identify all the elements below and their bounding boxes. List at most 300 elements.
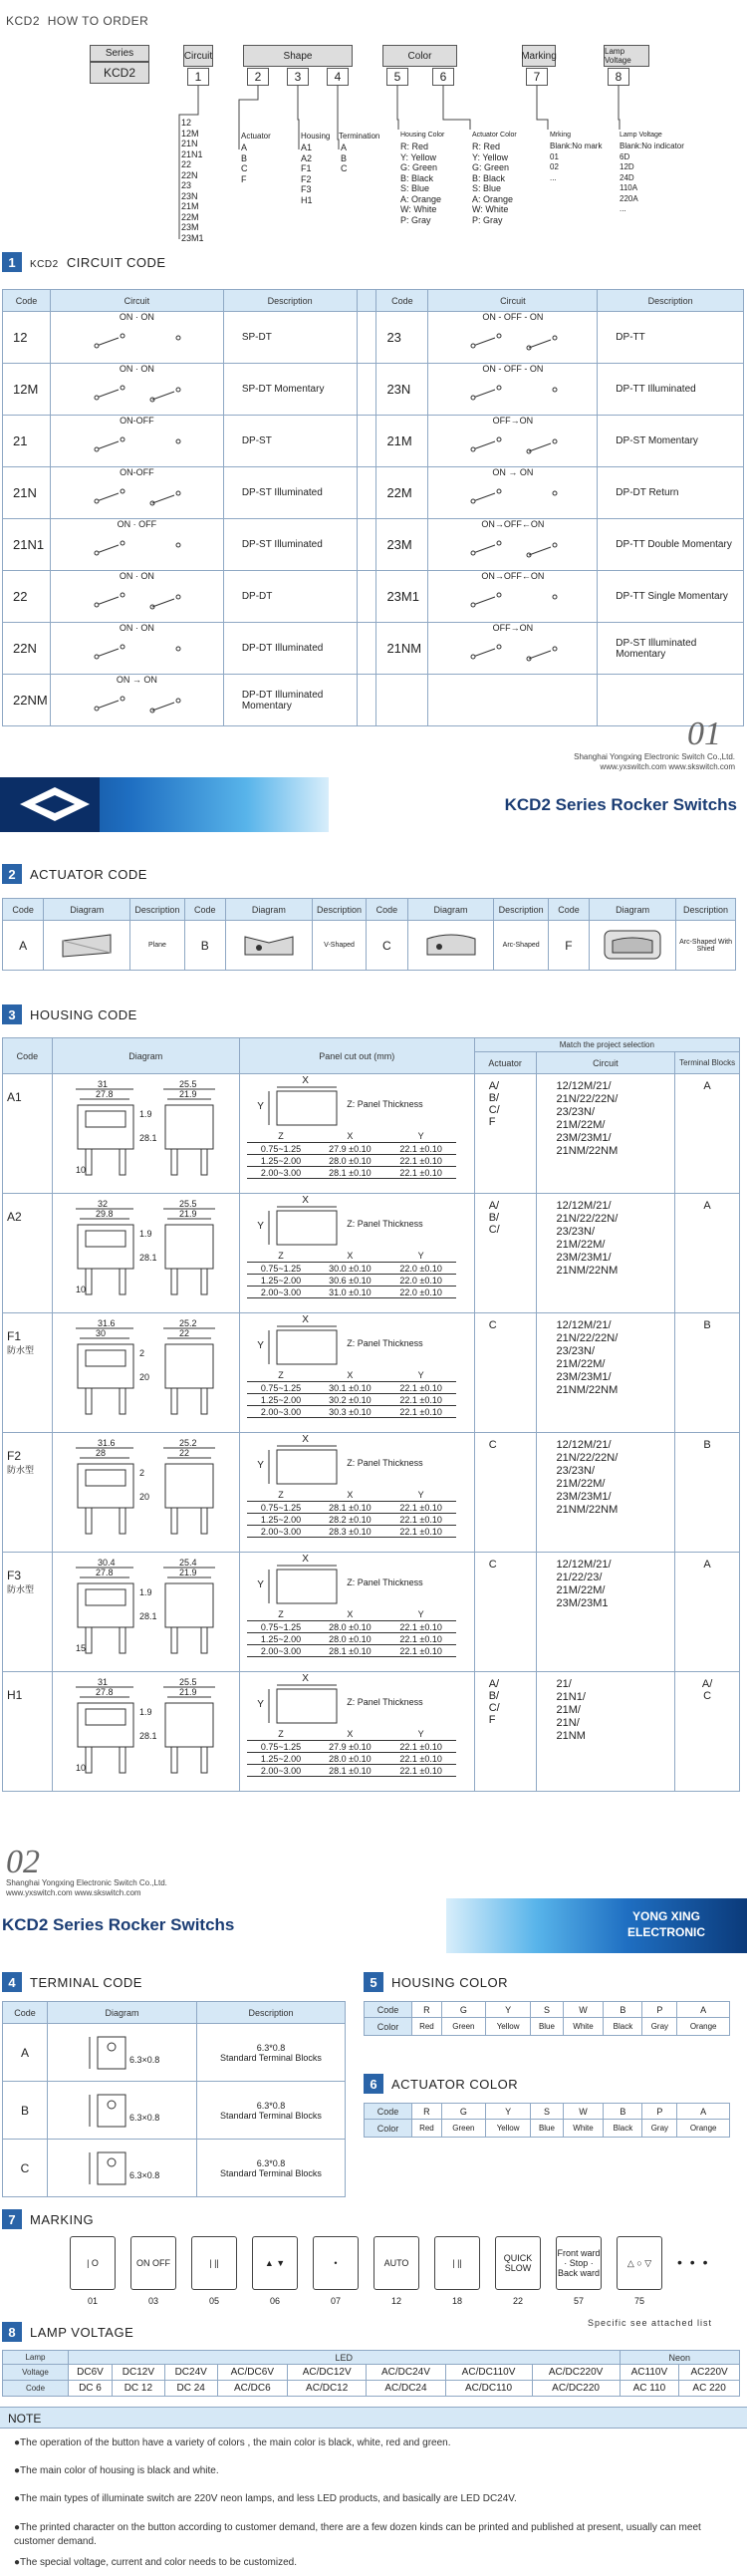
circuit-label: Circuit — [183, 45, 213, 67]
marking-code: 06 — [269, 2296, 280, 2306]
section-number: 3 — [2, 1004, 22, 1024]
cutout-row: 1.25~2.00 30.6 ±0.10 22.0 ±0.10 — [247, 1275, 456, 1287]
lamp-voltage: AC220V — [679, 2365, 740, 2381]
table-row — [3, 2140, 346, 2197]
brand-block — [627, 1908, 705, 1940]
circuit-code: 12M — [3, 364, 51, 416]
terminal-table: Code Diagram Description A 6.3×0.8 6.3*0.8 Standard Terminal Blocks B 6.3×0.8 6.3*0.8 Standard Terminal Blocks C 6.3×0.8 6.3*0.8 Standard Terminal Blocks — [2, 2001, 346, 2197]
color-name: Yellow — [485, 2120, 530, 2138]
dimension-label: 25.5 — [179, 1078, 197, 1089]
company-name: Shanghai Yongxing Electronic Switch Co.,Ltd. — [574, 752, 735, 761]
marking-symbol: Front ward · Stop · Back ward — [556, 2236, 602, 2290]
dimension-label: 27.8 — [96, 1686, 114, 1697]
table-row — [3, 1313, 740, 1433]
cutout-y-label: Y — [257, 1459, 264, 1471]
match-actuator: C — [474, 1433, 536, 1553]
section-number: 2 — [2, 864, 22, 884]
actuator-options: A B C F — [241, 143, 248, 184]
cutout-row: 0.75~1.25 28.1 ±0.10 22.1 ±0.10 — [247, 1502, 456, 1514]
cutout-x-label: X — [302, 1553, 309, 1565]
circuit-code: 22N — [3, 623, 51, 675]
dimension-label: 25.5 — [179, 1198, 197, 1209]
dimension-label: 30 — [96, 1327, 107, 1338]
circuit-code — [376, 675, 428, 726]
panel-thickness-label: Z: Panel Thickness — [347, 1457, 423, 1468]
marking-header — [2, 2208, 94, 2230]
circuit-description: DP-ST Illuminated — [223, 467, 357, 519]
color-code: S — [531, 2002, 563, 2018]
brand-logo-icon — [0, 777, 100, 832]
dimension-label: 20 — [139, 1371, 150, 1382]
circuit-table — [2, 289, 744, 726]
order-heading — [6, 14, 148, 28]
circuit-diagram-icon — [67, 322, 206, 360]
housing-code — [3, 1672, 53, 1792]
cutout-row: 1.25~2.00 28.0 ±0.10 22.1 ±0.10 — [247, 1633, 456, 1645]
lamp-code: AC 220 — [679, 2381, 740, 2397]
circuit-description: DP-DT — [223, 571, 357, 623]
housing-diagram — [52, 1194, 239, 1313]
circuit-state-label: ON · ON — [119, 312, 154, 322]
circuit-code: 22M — [376, 467, 428, 519]
housing-code-value: F2 — [7, 1449, 22, 1463]
circuit-description: DP-TT Double Momentary — [598, 519, 744, 571]
dimension-label: 28 — [96, 1447, 107, 1458]
match-circuit: 21/ 21N1/ 21M/ 21N/ 21NM — [536, 1672, 675, 1792]
housing-code — [3, 1313, 53, 1433]
order-num-1: 1 — [187, 68, 209, 86]
dimension-label: 27.8 — [96, 1567, 114, 1577]
cutout-row: 1.25~2.00 28.0 ±0.10 22.1 ±0.10 — [247, 1155, 456, 1167]
circuit-state-label: OFF→ON — [492, 623, 534, 633]
lamp-code: AC 110 — [620, 2381, 679, 2397]
marking-code: 75 — [633, 2296, 644, 2306]
section-number: 8 — [2, 2322, 22, 2342]
dimension-label: 15 — [76, 1642, 87, 1653]
order-title-code: KCD2 — [6, 14, 41, 28]
dimension-label: 21.9 — [179, 1686, 197, 1697]
cutout-row: 2.00~3.00 28.1 ±0.10 22.1 ±0.10 — [247, 1645, 456, 1657]
circuit-description: DP-TT Single Momentary — [598, 571, 744, 623]
lamp-label: Lamp Voltage — [604, 45, 649, 67]
terminal-code: C — [3, 2140, 48, 2197]
lamp-voltage: AC110V — [620, 2365, 679, 2381]
color-name: Black — [604, 2120, 642, 2138]
housing-color-header — [364, 1971, 508, 1993]
color-code: A — [677, 2104, 730, 2120]
cutout-row: 2.00~3.00 28.1 ±0.10 22.1 ±0.10 — [247, 1765, 456, 1777]
terminal-code: A — [3, 2024, 48, 2082]
color-name-row: Color Red Green Yellow Blue White Black Gray Orange — [365, 2120, 730, 2138]
circuit-code: 21M — [376, 416, 428, 467]
dimension-label: 2 — [139, 1347, 145, 1358]
circuit-code: 12 — [3, 312, 51, 364]
housing-drawing-icon — [56, 1556, 235, 1667]
dimension-label: 1.9 — [139, 1108, 152, 1119]
housing-code-header — [2, 1003, 137, 1025]
terminal-icon — [58, 2087, 187, 2133]
lamp-voltage: AC/DC110V — [445, 2365, 532, 2381]
actuator-diagram-v — [225, 921, 312, 971]
cutout-table: Z X Y 0.75~1.25 27.9 ±0.10 22.1 ±0.10 1.25~2.00 28.0 ±0.10 22.1 ±0.10 2.00~3.00 28.1 ±0.10 22.1 ±0.10 — [247, 1131, 456, 1180]
match-terminal: A — [675, 1194, 740, 1313]
actuator-diagram-shied — [590, 921, 676, 971]
housing-drawing-icon — [56, 1316, 235, 1428]
color-code: S — [531, 2104, 563, 2120]
match-actuator: C — [474, 1553, 536, 1672]
circuit-diagram — [50, 675, 223, 726]
circuit-diagram-icon — [67, 685, 206, 722]
dimension-label: 27.8 — [96, 1088, 114, 1099]
housing-diagram — [52, 1553, 239, 1672]
color-name: Red — [412, 2120, 442, 2138]
marking-code: 03 — [147, 2296, 158, 2306]
table-row — [3, 1074, 740, 1194]
housing-code-value: A2 — [7, 1210, 22, 1224]
housing-options-heading: Housing — [301, 132, 331, 141]
circuit-description: SP-DT Momentary — [223, 364, 357, 416]
cutout-table: Z X Y 0.75~1.25 30.0 ±0.10 22.0 ±0.10 1.25~2.00 30.6 ±0.10 22.0 ±0.10 2.00~3.00 31.0 ±0.10 22.0 ±0.10 — [247, 1251, 456, 1299]
terminal-code-header — [2, 1971, 142, 1993]
note-line: ●The main color of housing is black and white. — [14, 2465, 219, 2476]
cutout-x-label: X — [302, 1194, 309, 1206]
circuit-description: DP-TT — [598, 312, 744, 364]
color-code: P — [642, 2002, 677, 2018]
circuit-diagram-icon — [67, 581, 206, 619]
match-circuit: 12/12M/21/ 21N/22/22N/ 23/23N/ 21M/22M/ 23M/23M1/ 21NM/22NM — [536, 1313, 675, 1433]
note-line: ●The main types of illuminate switch are 220V neon lamps, and less LED products, and basically are LED DC24V. — [14, 2493, 517, 2504]
col-description: Description — [223, 290, 357, 312]
match-terminal: A — [675, 1553, 740, 1672]
dimension-label: 25.2 — [179, 1437, 197, 1448]
circuit-description: DP-ST Illuminated — [223, 519, 357, 571]
cutout-row: 0.75~1.25 28.0 ±0.10 22.1 ±0.10 — [247, 1621, 456, 1633]
circuit-state-label: ON→OFF←ON — [481, 571, 545, 581]
cutout-y-label: Y — [257, 1100, 264, 1112]
circuit-diagram-icon — [67, 374, 206, 412]
brand-sub: ELECTRONIC — [627, 1925, 705, 1939]
dimension-label: 20 — [139, 1491, 150, 1502]
housing-code-sub: 防水型 — [7, 1345, 35, 1355]
circuit-description: SP-DT — [223, 312, 357, 364]
table-row — [3, 364, 744, 416]
color-name: White — [563, 2120, 604, 2138]
cutout-row: 2.00~3.00 28.3 ±0.10 22.1 ±0.10 — [247, 1526, 456, 1538]
table-row — [3, 1194, 740, 1313]
match-actuator: A/ B/ C/ — [474, 1194, 536, 1313]
color-name: Gray — [642, 2018, 677, 2036]
color-code: R — [412, 2002, 442, 2018]
actuator-diagram-arc — [407, 921, 494, 971]
circuit-diagram — [50, 623, 223, 675]
color-name-row: Color Red Green Yellow Blue White Black Gray Orange — [365, 2018, 730, 2036]
color-name: Blue — [531, 2120, 563, 2138]
actuator-color-table — [364, 2103, 730, 2138]
termination-options: A B C — [341, 143, 348, 173]
section-number: 7 — [2, 2209, 22, 2229]
dimension-label: 28.1 — [139, 1610, 157, 1621]
match-circuit: 12/12M/21/ 21N/22/22N/ 23/23N/ 21M/22M/ 23M/23M1/ 21NM/22NM — [536, 1074, 675, 1194]
panel-cutout — [239, 1074, 474, 1194]
dimension-label: 2 — [139, 1467, 145, 1478]
table-row — [3, 571, 744, 623]
color-name: Gray — [642, 2120, 677, 2138]
circuit-diagram — [428, 364, 598, 416]
circuit-diagram-icon — [443, 581, 583, 619]
col-code: Code — [376, 290, 428, 312]
color-code: B — [604, 2002, 642, 2018]
dimension-label: 1.9 — [139, 1586, 152, 1597]
table-row — [3, 2024, 346, 2082]
housing-code-sub: 防水型 — [7, 1465, 35, 1475]
note-bar — [0, 2407, 747, 2429]
dimension-label: 28.1 — [139, 1252, 157, 1263]
lamp-code: DC 24 — [164, 2381, 217, 2397]
cutout-row: 0.75~1.25 27.9 ±0.10 22.1 ±0.10 — [247, 1143, 456, 1155]
circuit-state-label: ON-OFF — [120, 467, 154, 477]
housing-code-value: F1 — [7, 1329, 22, 1343]
color-code: R — [412, 2104, 442, 2120]
note-title: NOTE — [8, 2412, 42, 2426]
circuit-diagram-icon — [443, 426, 583, 463]
circuit-diagram-icon — [443, 374, 583, 412]
actuator-diagram-plane — [44, 921, 130, 971]
banner-logo-block — [0, 777, 100, 832]
housing-drawing-icon — [56, 1197, 235, 1308]
match-circuit: 12/12M/21/ 21/22/23/ 21M/22M/ 23M/23M1 — [536, 1553, 675, 1672]
series-value: KCD2 — [90, 62, 149, 84]
cutout-row: 0.75~1.25 27.9 ±0.10 22.1 ±0.10 — [247, 1741, 456, 1753]
section-number: 5 — [364, 1972, 383, 1992]
circuit-diagram-icon — [67, 426, 206, 463]
marking-code: 01 — [87, 2296, 98, 2306]
order-diagram — [0, 40, 747, 243]
circuit-code: 23M1 — [376, 571, 428, 623]
lamp-code-row: Code DC 6 DC 12 DC 24 AC/DC6 AC/DC12 AC/DC24 AC/DC110 AC/DC220 AC 110 AC 220 — [3, 2381, 740, 2397]
circuit-diagram — [428, 416, 598, 467]
housing-color-table — [364, 2001, 730, 2036]
cutout-table: Z X Y 0.75~1.25 27.9 ±0.10 22.1 ±0.10 1.25~2.00 28.0 ±0.10 22.1 ±0.10 2.00~3.00 28.1 ±0.10 22.1 ±0.10 — [247, 1729, 456, 1778]
circuit-state-label: ON - OFF - ON — [482, 364, 544, 374]
section-title: KCD2 CIRCUIT CODE — [30, 254, 166, 270]
cutout-x-label: X — [302, 1313, 309, 1325]
dimension-label: 10 — [76, 1284, 87, 1294]
order-num-6: 6 — [432, 68, 454, 86]
circuit-description: DP-DT Illuminated Momentary — [223, 675, 357, 726]
housing-drawing-icon — [56, 1675, 235, 1787]
col-circuit: Circuit — [428, 290, 598, 312]
marking-symbol: | || — [434, 2236, 480, 2290]
housing-diagram — [52, 1672, 239, 1792]
terminal-diagram — [48, 2024, 197, 2082]
dimension-label: 21.9 — [179, 1567, 197, 1577]
lamp-code: DC 6 — [69, 2381, 113, 2397]
lamp-code: AC/DC220 — [532, 2381, 620, 2397]
match-terminal: A/ C — [675, 1672, 740, 1792]
cutout-x-label: X — [302, 1433, 309, 1445]
dimension-label: 31 — [98, 1078, 109, 1089]
actuator-table: Code Diagram Description Code Diagram Description Code Diagram Description Code Diagram Description A Plane B V-Shaped C Arc-Shaped F Arc-Shaped With Shied — [2, 898, 736, 971]
marking-symbol: AUTO — [374, 2236, 419, 2290]
terminal-dim-label: 6.3×0.8 — [128, 2169, 159, 2180]
housing-drawing-icon — [56, 1077, 235, 1189]
color-code: G — [441, 2104, 485, 2120]
section-number: 4 — [2, 1972, 22, 1992]
table-row — [3, 2082, 346, 2140]
table-row — [3, 312, 744, 364]
color-code: W — [563, 2002, 604, 2018]
housing-diagram — [52, 1074, 239, 1194]
circuit-diagram — [428, 623, 598, 675]
col-circuit: Circuit — [50, 290, 223, 312]
color-name: Blue — [531, 2018, 563, 2036]
circuit-diagram — [428, 519, 598, 571]
cutout-row: 0.75~1.25 30.0 ±0.10 22.0 ±0.10 — [247, 1263, 456, 1275]
lamp-table — [2, 2350, 740, 2397]
lamp-code: DC 12 — [112, 2381, 164, 2397]
housing-code — [3, 1194, 53, 1313]
order-num-5: 5 — [386, 68, 408, 86]
circuit-description: DP-ST — [223, 416, 357, 467]
section-title: ACTUATOR COLOR — [391, 2076, 519, 2092]
circuit-diagram — [50, 312, 223, 364]
order-num-8: 8 — [608, 68, 629, 86]
housing-code — [3, 1074, 53, 1194]
lamp-code: AC/DC110 — [445, 2381, 532, 2397]
circuit-state-label: ON · OFF — [117, 519, 157, 529]
cutout-y-label: Y — [257, 1339, 264, 1351]
marking-row — [70, 2236, 747, 2316]
section-title: HOUSING CODE — [30, 1006, 137, 1022]
col-code: Code — [3, 290, 51, 312]
color-code: A — [677, 2002, 730, 2018]
circuit-state-label: ON · ON — [119, 571, 154, 581]
lamp-head-row: Lamp LED Neon — [3, 2351, 740, 2365]
circuit-state-label: ON · ON — [119, 623, 154, 633]
lamp-voltage: AC/DC24V — [367, 2365, 445, 2381]
color-code-row: Code R G Y S W B P A — [365, 2002, 730, 2018]
actuator-code: B — [184, 921, 225, 971]
circuit-description: DP-TT Illuminated — [598, 364, 744, 416]
actuator-options-heading: Actuator — [241, 132, 271, 141]
section-title: HOUSING COLOR — [391, 1974, 509, 1990]
color-code: B — [604, 2104, 642, 2120]
lamp-voltage: AC/DC6V — [217, 2365, 287, 2381]
table-row — [3, 623, 744, 675]
marking-symbol: | || — [191, 2236, 237, 2290]
color-name: Black — [604, 2018, 642, 2036]
dimension-label: 31.6 — [98, 1437, 116, 1448]
terminal-code: B — [3, 2082, 48, 2140]
housing-code-sub: 防水型 — [7, 1584, 35, 1594]
marking-code: 12 — [390, 2296, 401, 2306]
section-number: 1 — [2, 252, 22, 272]
match-terminal: B — [675, 1313, 740, 1433]
circuit-diagram — [50, 467, 223, 519]
section-title: MARKING — [30, 2211, 95, 2227]
terminal-icon — [58, 2145, 187, 2190]
panel-cutout — [239, 1553, 474, 1672]
lamp-voltage: DC24V — [164, 2365, 217, 2381]
terminal-diagram — [48, 2140, 197, 2197]
marking-symbol: ▲ ▼ — [252, 2236, 298, 2290]
marking-symbol: • — [313, 2236, 359, 2290]
housing-diagram — [52, 1433, 239, 1553]
housing-color-options: R: Red Y: Yellow G: Green B: Black S: Blue A: Orange W: White P: Gray — [400, 142, 442, 225]
banner-title: KCD2 Series Rocker Switchs — [504, 795, 737, 814]
marking-symbol: | O — [70, 2236, 116, 2290]
circuit-code: 22NM — [3, 675, 51, 726]
panel-thickness-label: Z: Panel Thickness — [347, 1337, 423, 1348]
cutout-table: Z X Y 0.75~1.25 28.1 ±0.10 22.1 ±0.10 1.25~2.00 28.2 ±0.10 22.1 ±0.10 2.00~3.00 28.3 ±0.10 22.1 ±0.10 — [247, 1490, 456, 1539]
dimension-label: 1.9 — [139, 1228, 152, 1239]
dimension-label: 21.9 — [179, 1088, 197, 1099]
circuit-state-label: ON → ON — [116, 675, 157, 685]
lamp-code: AC/DC6 — [217, 2381, 287, 2397]
marking-note: Specific see attached list — [588, 2318, 713, 2328]
marking-more: • • • — [677, 2254, 710, 2270]
order-num-2: 2 — [247, 68, 269, 86]
circuit-code: 23N — [376, 364, 428, 416]
actuator-code-header — [2, 863, 147, 885]
terminal-dim-label: 6.3×0.8 — [128, 2112, 159, 2123]
lamp-voltage: AC/DC12V — [288, 2365, 367, 2381]
marking-code: 18 — [451, 2296, 462, 2306]
dimension-label: 25.5 — [179, 1676, 197, 1687]
dimension-label: 25.4 — [179, 1557, 197, 1568]
marking-code: 57 — [573, 2296, 584, 2306]
actuator-code: F — [548, 921, 589, 971]
terminal-description: 6.3*0.8 Standard Terminal Blocks — [197, 2082, 346, 2140]
dimension-label: 31 — [98, 1676, 109, 1687]
circuit-diagram — [428, 467, 598, 519]
circuit-code-header — [2, 251, 166, 273]
circuit-state-label: ON - OFF - ON — [482, 312, 544, 322]
table-row — [3, 519, 744, 571]
color-code: G — [441, 2002, 485, 2018]
match-actuator: C — [474, 1313, 536, 1433]
lamp-code: AC/DC24 — [367, 2381, 445, 2397]
marking-symbol: QUICK SLOW — [495, 2236, 541, 2290]
match-circuit: 12/12M/21/ 21N/22/22N/ 23/23N/ 21M/22M/ 23M/23M1/ 21NM/22NM — [536, 1194, 675, 1313]
panel-thickness-label: Z: Panel Thickness — [347, 1098, 423, 1109]
color-name: White — [563, 2018, 604, 2036]
lamp-voltage: AC/DC220V — [532, 2365, 620, 2381]
housing-diagram — [52, 1313, 239, 1433]
order-num-3: 3 — [287, 68, 309, 86]
actuator-code: C — [367, 921, 407, 971]
terminal-description: 6.3*0.8 Standard Terminal Blocks — [197, 2024, 346, 2082]
housing-color-options-heading: Housing Color — [400, 132, 445, 139]
marking-code: 07 — [330, 2296, 341, 2306]
circuit-state-label: ON · ON — [119, 364, 154, 374]
cutout-row: 0.75~1.25 30.1 ±0.10 22.1 ±0.10 — [247, 1382, 456, 1394]
circuit-diagram — [428, 675, 598, 726]
dimension-label: 22 — [179, 1327, 190, 1338]
circuit-state-label: OFF→ON — [492, 416, 534, 426]
cutout-x-label: X — [302, 1074, 309, 1086]
termination-options-heading: Termination — [339, 132, 380, 141]
circuit-code: 21N — [3, 467, 51, 519]
actuator-code: A — [3, 921, 44, 971]
panel-cutout — [239, 1433, 474, 1553]
color-code: Y — [485, 2002, 530, 2018]
circuit-diagram-icon — [67, 477, 206, 515]
lamp-options: Blank:No indicator 6D 12D 24D 110A 220A ... — [620, 142, 684, 213]
table-row — [3, 675, 744, 726]
dimension-label: 10 — [76, 1164, 87, 1175]
circuit-diagram — [50, 571, 223, 623]
